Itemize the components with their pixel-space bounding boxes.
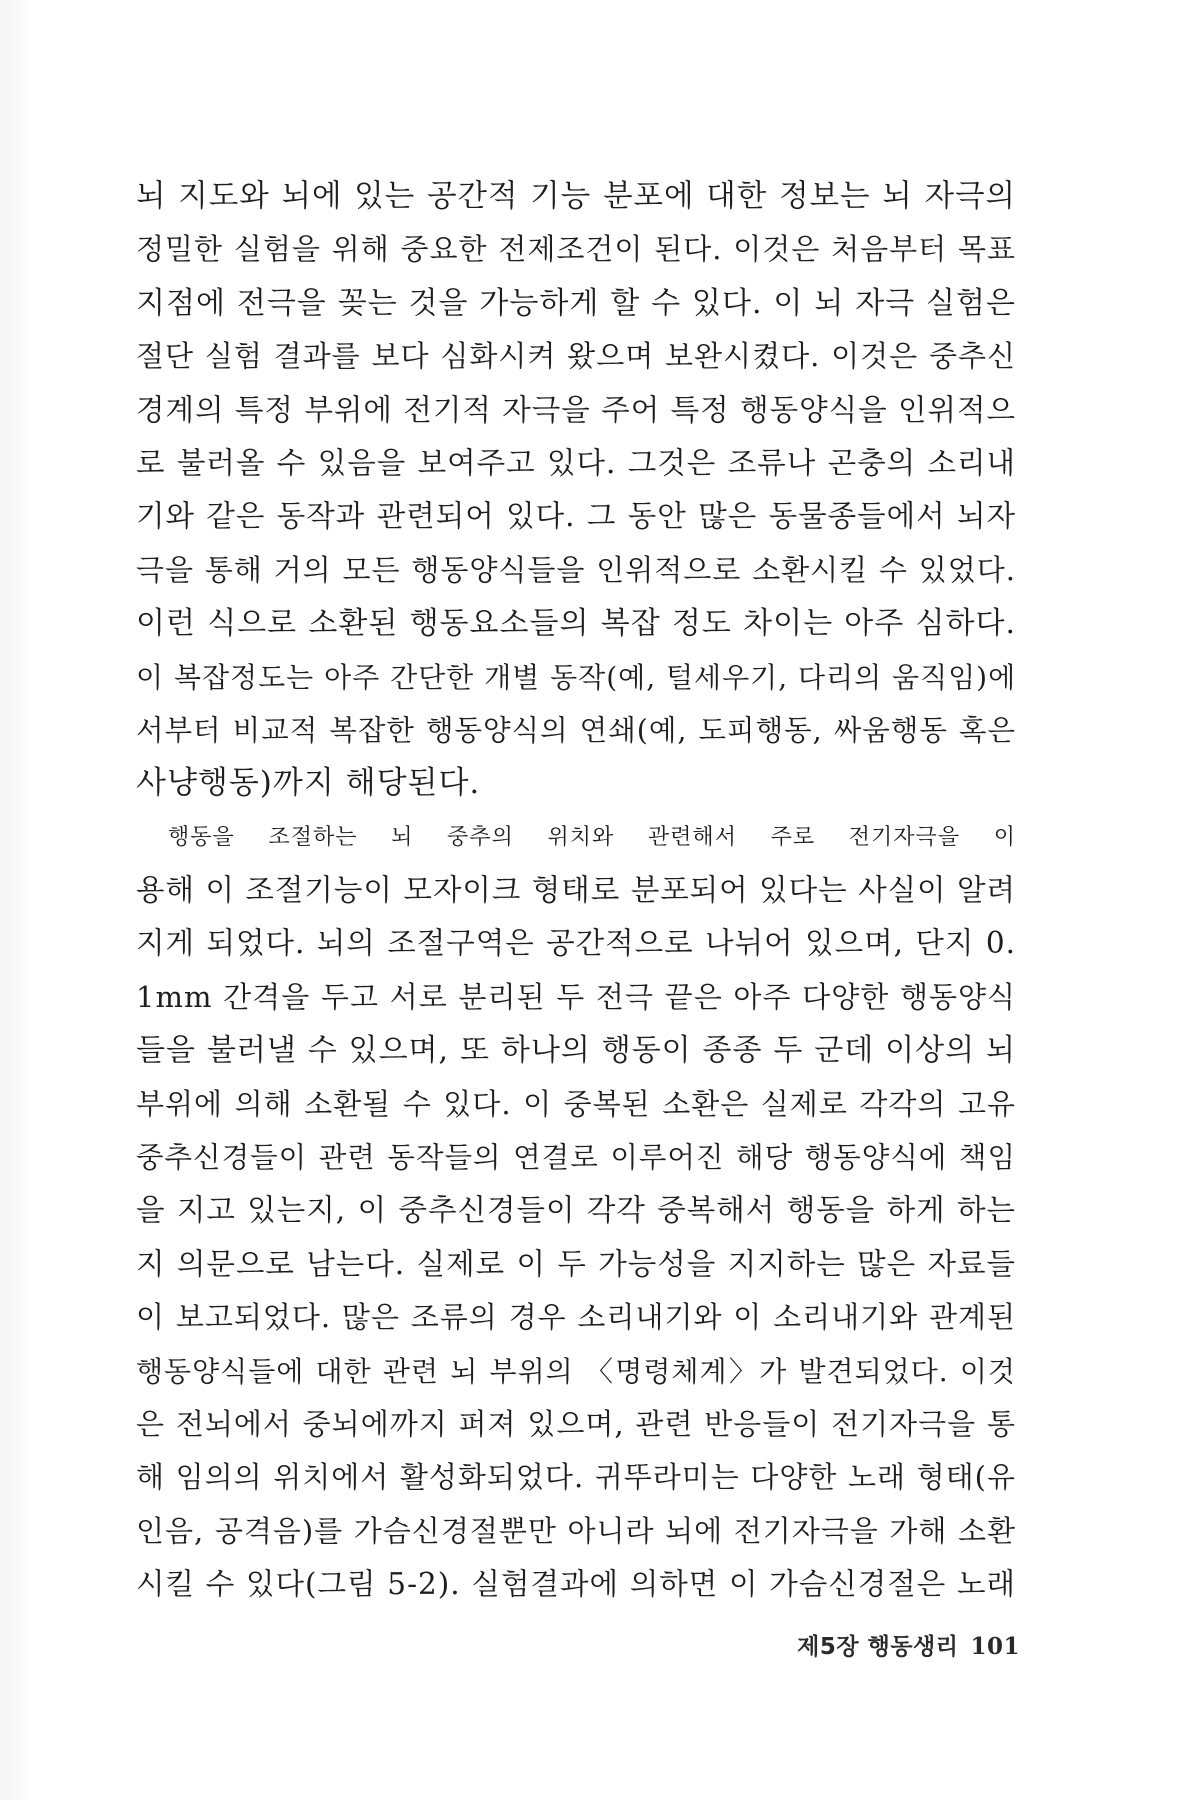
text-line: 절단 실험 결과를 보다 심화시켜 왔으며 보완시켰다. 이것은 중추신 bbox=[136, 339, 1016, 374]
text-line: 은 전뇌에서 중뇌에까지 퍼져 있으며, 관련 반응들이 전기자극을 통 bbox=[136, 1406, 1016, 1441]
text-line: 을 지고 있는지, 이 중추신경들이 각각 중복해서 행동을 하게 하는 bbox=[136, 1193, 1016, 1228]
text-line: 들을 불러낼 수 있으며, 또 하나의 행동이 종종 두 군데 이상의 뇌 bbox=[136, 1033, 1016, 1069]
text-line: 인음, 공격음)를 가슴신경절뿐만 아니라 뇌에 전기자극을 가해 소환 bbox=[136, 1513, 1016, 1548]
text-line: 기와 같은 동작과 관련되어 있다. 그 동안 많은 동물종들에서 뇌자 bbox=[136, 499, 1016, 534]
text-line: 지점에 전극을 꽂는 것을 가능하게 할 수 있다. 이 뇌 자극 실험은 bbox=[136, 285, 1016, 321]
text-line: 부위에 의해 소환될 수 있다. 이 중복된 소환은 실제로 각각의 고유 bbox=[136, 1086, 1016, 1121]
text-line: 경계의 특정 부위에 전기적 자극을 주어 특정 행동양식을 인위적으 bbox=[136, 392, 1016, 427]
text-line: 중추신경들이 관련 동작들의 연결로 이루어진 해당 행동양식에 책임 bbox=[136, 1141, 1016, 1175]
text-line: 해 임의의 위치에서 활성화되었다. 귀뚜라미는 다양한 노래 형태(유 bbox=[136, 1460, 1016, 1495]
text-line: 용해 이 조절기능이 모자이크 형태로 분포되어 있다는 사실이 알려 bbox=[136, 873, 1016, 908]
text-line: 행동양식들에 대한 관련 뇌 부위의 〈명령체계〉가 발견되었다. 이것 bbox=[136, 1354, 1016, 1388]
text-line: 정밀한 실험을 위해 중요한 전제조건이 된다. 이것은 처음부터 목표 bbox=[136, 232, 1016, 267]
text-line: 극을 통해 거의 모든 행동양식들을 인위적으로 소환시킬 수 있었다. bbox=[136, 552, 1016, 587]
page-footer bbox=[760, 1628, 1020, 1661]
text-line: 이 보고되었다. 많은 조류의 경우 소리내기와 이 소리내기와 관계된 bbox=[136, 1300, 1016, 1335]
page-number: 101 bbox=[970, 1633, 1020, 1660]
text-line: 로 불러올 수 있음을 보여주고 있다. 그것은 조류나 곤충의 소리내 bbox=[136, 445, 1016, 480]
text-line: 1mm 간격을 두고 서로 분리된 두 전극 끝은 아주 다양한 행동양식 bbox=[136, 979, 1016, 1014]
text-line: 시킬 수 있다(그림 5-2). 실험결과에 의하면 이 가슴신경절은 노래 bbox=[136, 1567, 1016, 1602]
text-line: 이런 식으로 소환된 행동요소들의 복잡 정도 차이는 아주 심하다. bbox=[136, 606, 1016, 642]
text-line: 행동을 조절하는 뇌 중추의 위치와 관련해서 주로 전기자극을 이 bbox=[168, 824, 1016, 850]
text-line: 지게 되었다. 뇌의 조절구역은 공간적으로 나뉘어 있으며, 단지 0. bbox=[136, 926, 1016, 961]
scan-shadow-edge bbox=[0, 0, 34, 1800]
text-line: 사냥행동)까지 해당된다. bbox=[136, 765, 481, 802]
text-line: 지 의문으로 남는다. 실제로 이 두 가능성을 지지하는 많은 자료들 bbox=[136, 1246, 1016, 1281]
text-line: 이 복잡정도는 아주 간단한 개별 동작(예, 털세우기, 다리의 움직임)에 bbox=[136, 660, 1017, 694]
text-line: 뇌 지도와 뇌에 있는 공간적 기능 분포에 대한 정보는 뇌 자극의 bbox=[136, 179, 1016, 214]
chapter-title: 제5장 행동생리 bbox=[797, 1634, 959, 1660]
text-line: 서부터 비교적 복잡한 행동양식의 연쇄(예, 도피행동, 싸움행동 혹은 bbox=[136, 713, 1016, 747]
body-text bbox=[136, 170, 1016, 1612]
